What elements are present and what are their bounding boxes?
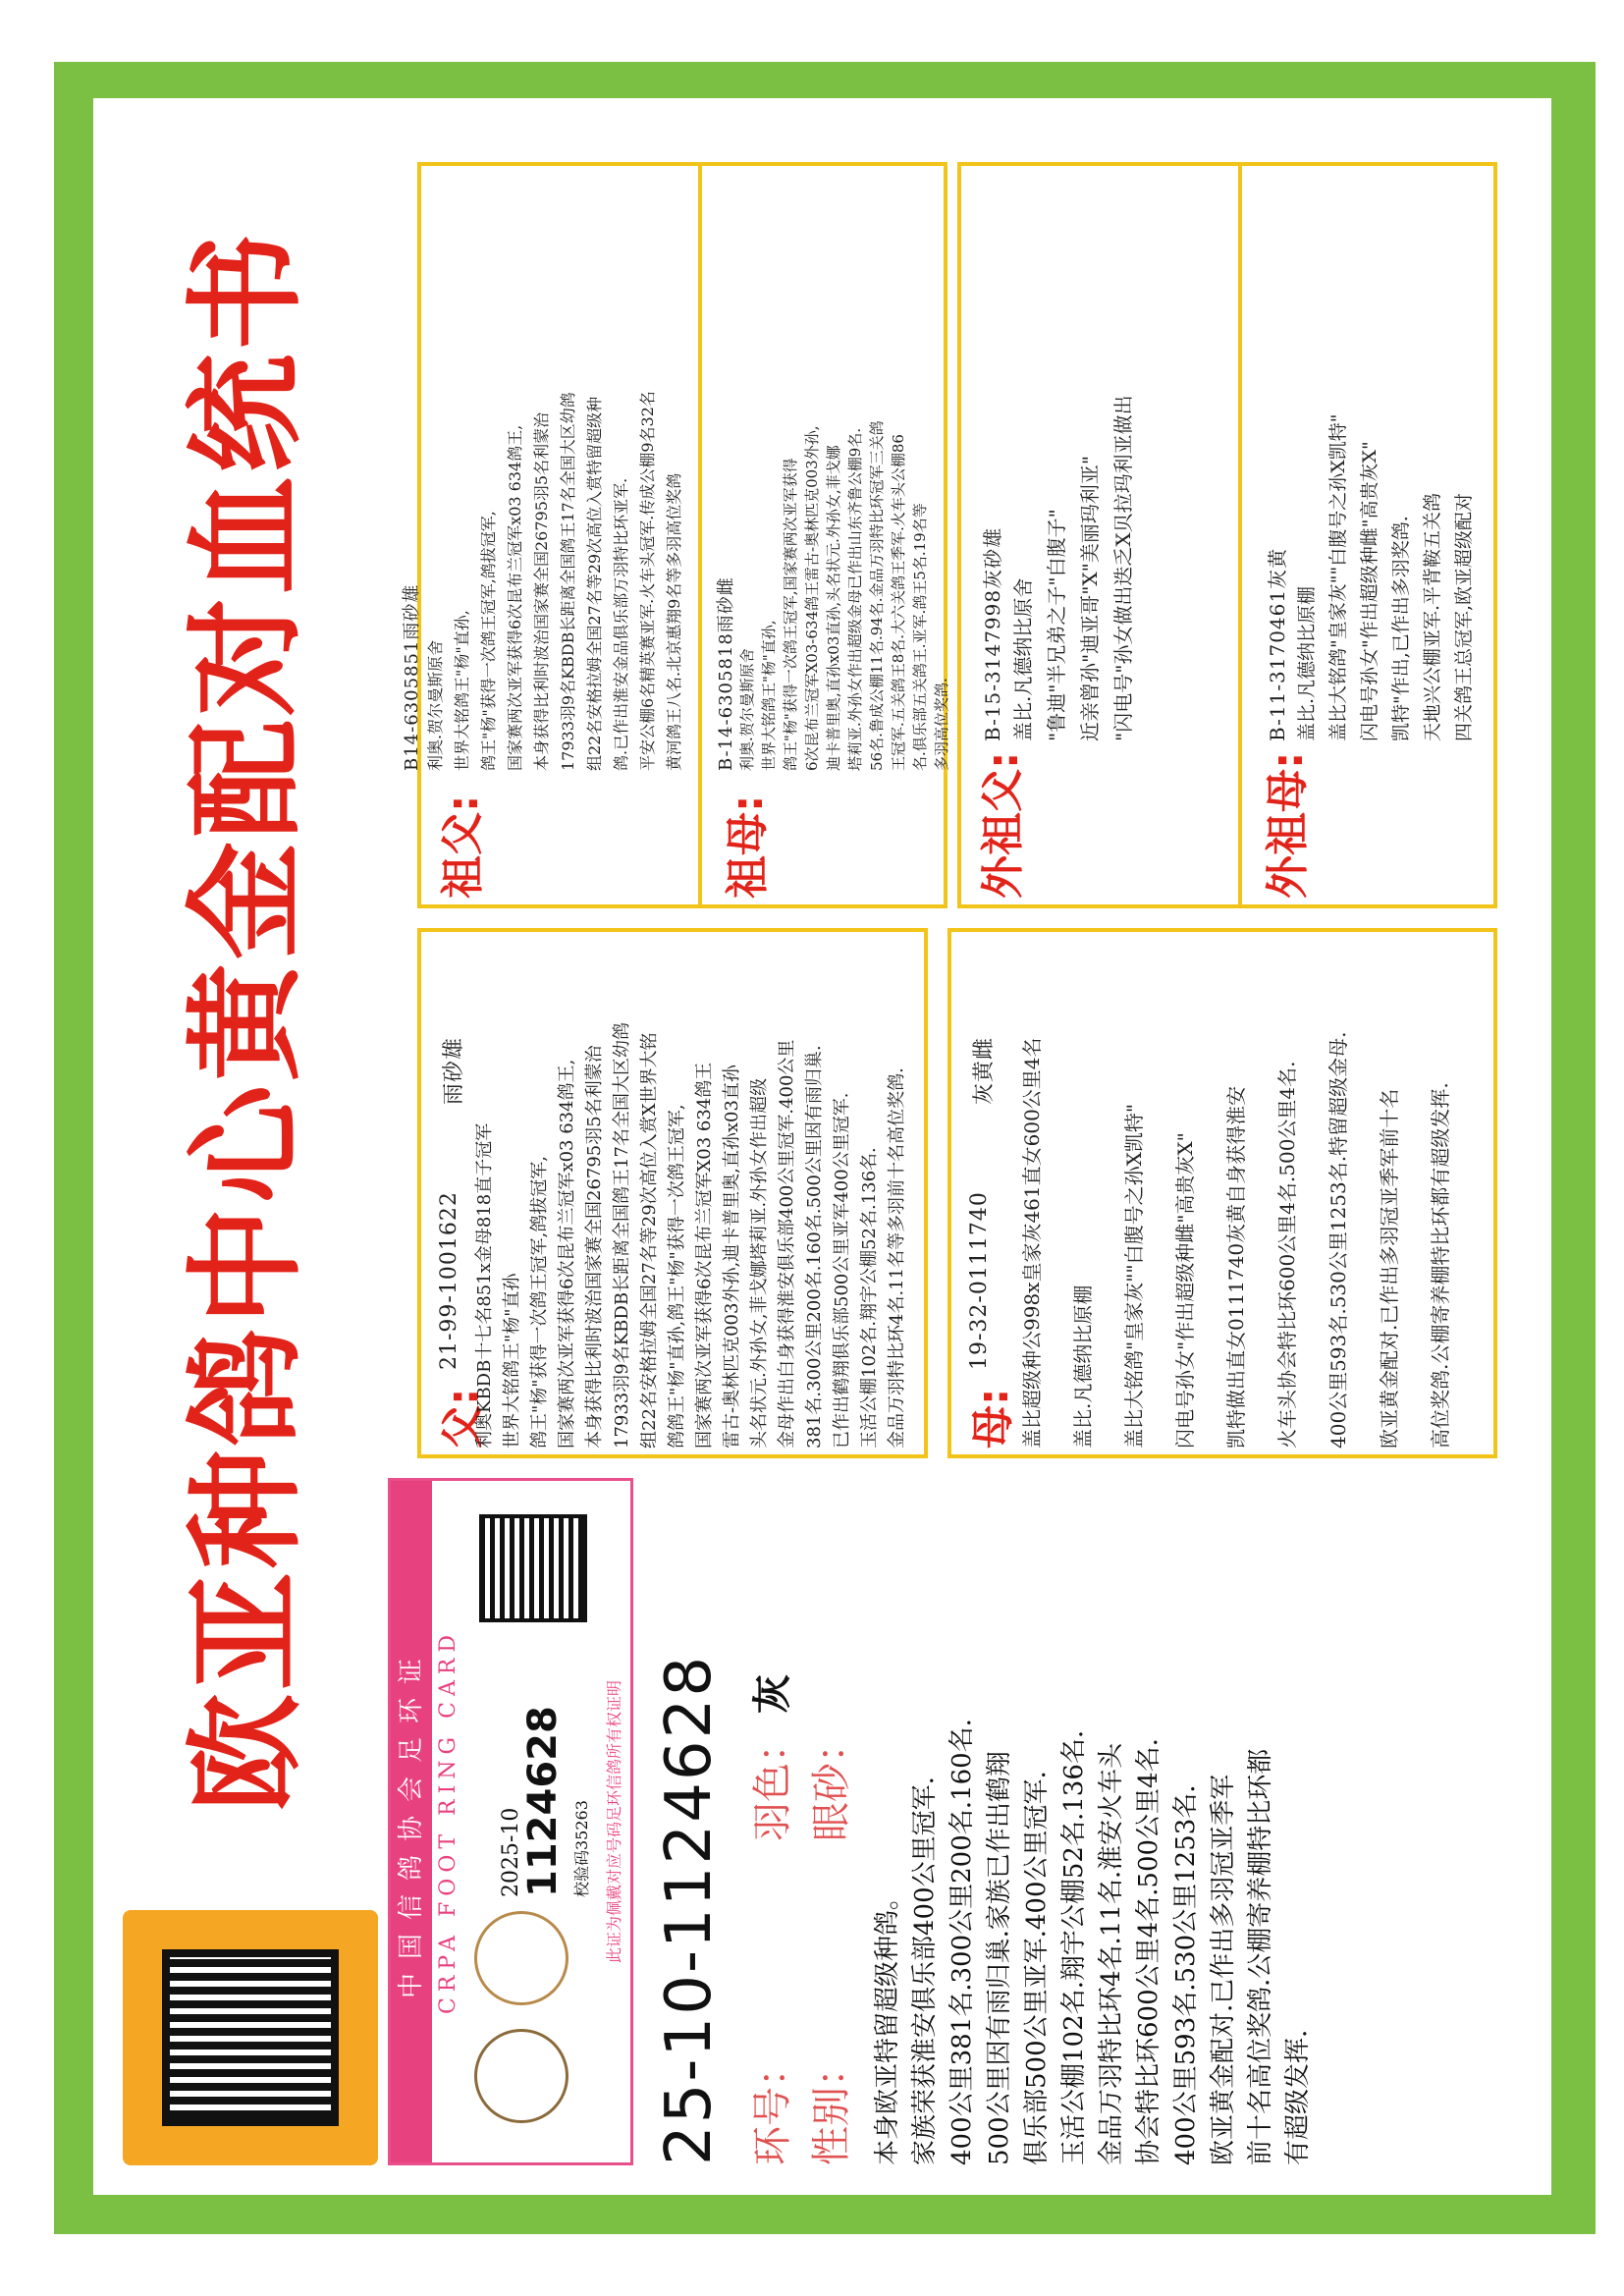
ring-card-year: 2025-10 (499, 1807, 523, 1897)
qr-sticker (123, 1910, 378, 2165)
father-role: 父: (438, 1388, 488, 1449)
ring-card (388, 1478, 633, 2165)
mother-ring: 19-32-0111740 (967, 1191, 992, 1370)
ring-card-header: 中国信鸽协会足环证 (391, 1481, 432, 2162)
grandfather-text: 利奥.贺尔曼斯原舍 世界大铭鸽王"杨"直孙, 鸽王"杨"获得一次鸽王冠军,鸽拔冠军, 国家赛两次亚军获得6次昆布兰冠军x03 634鸽王, 本身获得比利时波治国家赛全国26795羽5名利蒙治 17933羽9名KBDB长距离全国鸽王17名全国大区幼鸽 组22名安格拉姆全国27名等29次高位入赏特留超级种 鸽.已作出淮安金品俱乐部万羽特比环亚军. 平安公棚6名精英赛亚军.火车头冠军.传成公棚9名32名 黄河鸽王八名.北京惠翔9名等多羽高位奖鸽 (426, 391, 683, 771)
grandmother-role: 祖母: (723, 794, 773, 899)
mother-type: 灰黄雌 (972, 1036, 997, 1105)
mgrandmother-role: 外祖母: (1263, 751, 1313, 899)
grandfather-role: 祖父: (438, 794, 488, 899)
ring-card-code: 校验码35263 (572, 1800, 591, 1897)
bird-description: 本身欧亚特留超级种鸽。 家族荣获淮安俱乐部400公里冠军. 400公里381名.300公里200名.160名. 500公里因有雨归巢.家族已作出鹤翔 俱乐部500公里亚军.400公里冠军. 玉活公棚102名.翔宇公棚52名.136名. 金品万羽特比环4名.11名.淮安火车头 协会特比环600公里4名.500公里4名. 400公里593名.530公里1253名. 欧亚黄金配对.已作出多羽冠亚季军 前十名高位奖鸽.公棚寄养棚特比环都 有超级发挥. (873, 1719, 1313, 2165)
mgrandfather-text: 盖比.凡德纳比原舍 "鲁迪"半兄弟之子"白腹子" 近亲曾孙"迪亚哥"X"美丽玛利亚" "闪电号"孙女做出迭乏X贝拉玛利亚做出 (1011, 395, 1135, 741)
sex-label: 性别： (809, 2048, 854, 2165)
ring-number: 25-10-1124628 (653, 1654, 726, 2165)
father-text: 利奥KBDB十七名851x金母818直子冠军 世界大铭鸽王"杨"直孙 鸽王"杨"获得一次鸽王冠军,鸽拔冠军, 国家赛两次亚军获得6次昆布兰冠军x03 634鸽王, 本身获得比利时波治国家赛全国26795羽5名利蒙治 17933羽9名KBDB长距离全国鸽王17名全国大区幼鸽 组22名安格拉姆全国27名等29次高位入赏X世界大铭 鸽鸽王"杨"直孙,鸽王"杨"获得一次鸽王冠军, 国家赛两次亚军获得6次昆布兰冠军X03 634鸽王 雷古-奥林匹克003外孙,迪卡普里奥,直孙x03直孙 头名状元.外孙女,菲戈娜塔莉亚.外孙女作出超级 金母作出白身获得淮安俱乐部400公里冠军.400公里 381名.300公里200名.160名.500公里因有雨归巢. 已作出鹤翔俱乐部500公里亚军400公里冠军. 玉活公棚102名.翔宇公棚52名.136名. 金品万羽特比环4名.11名等多羽前十名高位奖鸽. (474, 1022, 907, 1449)
qr-code-icon (162, 1949, 339, 2126)
father-ring: 21-99-1001622 (437, 1191, 461, 1370)
rotated-certificate (93, 98, 1551, 2195)
color-label: 羽色： (750, 1723, 795, 1841)
father-type: 雨砂雄 (442, 1036, 466, 1105)
color-value: 灰 (749, 1674, 795, 1714)
mgrandfather-role: 外祖父: (978, 751, 1028, 899)
mgrandmother-ring: B-11-3170461灰黄 (1266, 547, 1289, 741)
crpa-logo-icon (474, 1911, 568, 2005)
ring-label: 环号： (750, 2048, 795, 2165)
ring-card-note: 此证为佩戴对应号码足环信鸽所有权证明 (605, 1680, 623, 1964)
grandfather-ring: B14-6305851雨砂雄 (402, 583, 422, 771)
certificate-title: 欧亚种鸽中心黄金配对血统书 (179, 229, 315, 1812)
mother-role: 母: (968, 1388, 1018, 1449)
ring-card-en: CRPA FOOT RING CARD (436, 1628, 460, 2015)
ring-card-qr-icon (479, 1514, 587, 1622)
ring-card-number: 1124628 (520, 1706, 566, 1897)
mother-text: 盖比超级种公998x皇家灰461直女600公里4名 盖比.凡德纳比原棚 盖比大铭鸽"皇家灰""白腹号之孙X凯特" 闪电号孙女"作出超级种雌"高贵灰X" 凯特做出直女0111740灰黄自身获得淮安 火车头协会特比环600公里4名.500公里4名. 400公里593名.530公里1253名.特留超级金母. 欧亚黄金配对.已作出多羽冠亚季军前十名 高位奖鸽.公棚寄养棚特比环都有超级发挥. (1020, 1031, 1452, 1449)
grandmother-ring: B-14-6305818雨砂雌 (716, 576, 736, 771)
grandmother-text: 利奥.贺尔曼斯原舍 世界大铭鸽王"杨"直孙, 鸽王"杨"获得一次鸽王冠军,国家赛两次亚军获得 6次昆布兰冠军X03-634鸽王雷古-奥林匹克003外孙, 迪卡普里奥,直孙x03直孙,头名状元.外孙女,菲戈娜 塔莉亚.外孙女作出超级金母已作出山东齐鲁公棚9名. 56名.鲁成公棚11名.94名.金品万羽特比环冠军三关鸽 王冠军.五关鸽王8名.大六关鸽王季军.火车头公棚86 名.俱乐部五关鸽王.亚军.鸽王5名.19名等 多羽高位奖鸽. (738, 420, 950, 771)
mgrandmother-text: 盖比.凡德纳比原棚 盖比大铭鸽"皇家灰""白腹号之孙X凯特" 闪电号孙女"作出超级种雌"高贵灰X" 凯特"作出,已作出多羽奖鸽. 天地兴公棚亚军.平背鞍五关鸽 四关鸽王总冠军,欧亚超级配对 (1296, 413, 1475, 741)
globe-icon (474, 2029, 568, 2123)
bird-panel (93, 1488, 1551, 2195)
eye-label: 眼砂： (809, 1723, 854, 1841)
mgrandfather-ring: B-15-3147998灰砂雄 (981, 526, 1004, 741)
